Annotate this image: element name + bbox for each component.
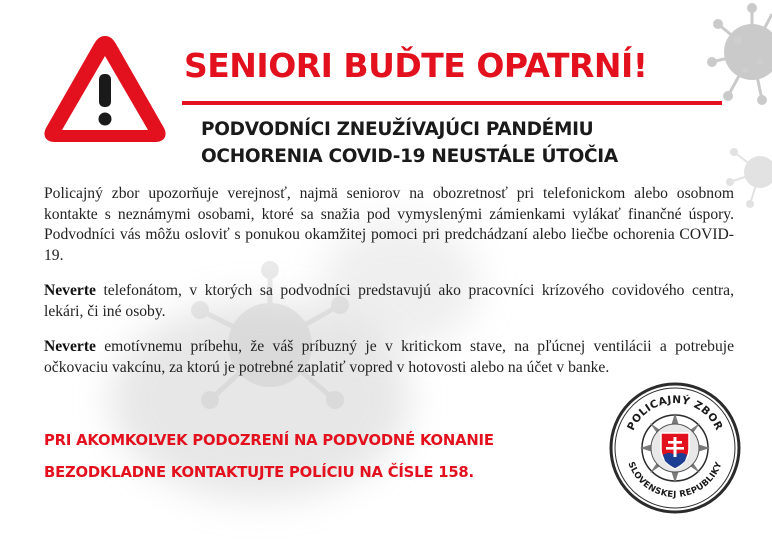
paragraph-3 <box>44 337 734 378</box>
police-seal-icon <box>608 381 742 515</box>
title-divider <box>182 101 722 105</box>
seal-bottom-text: SLOVENSKEJ REPUBLIKY <box>625 460 725 501</box>
subtitle-line-1: PODVODNÍCI ZNEUŽÍVAJÚCI PANDÉMIU <box>201 119 594 140</box>
paragraph-3-text: emotívnemu príbehu, že váš príbuzný je v kritickom stave, na pľúcnej ventilácii a potrebuje očkovaciu vakcínu, za ktorú je potrebné zaplatiť vopred v hotovosti alebo na účet v banke. <box>44 338 734 376</box>
subtitle <box>201 116 618 170</box>
emphasis: Neverte <box>44 338 96 355</box>
subtitle-line-2: OCHORENIA COVID-19 NEUSTÁLE ÚTOČIA <box>201 146 618 167</box>
paragraph-2 <box>44 281 734 322</box>
emphasis: Neverte <box>44 282 96 299</box>
body-text <box>44 184 734 393</box>
seal-top-text: POLICAJNÝ ZBOR <box>625 393 725 433</box>
alert-message <box>44 425 494 489</box>
page-title: SENIORI BUĎTE OPATRNÍ! <box>184 46 648 85</box>
paragraph-1: Policajný zbor upozorňuje verejnosť, najmä seniorov na obozretnosť pri telefonickom alebo osobnom kontakte s neznámymi osobami, ktoré sa snažia pod vymyslenými zámienkami vylákať finančné úspory. Podvodníci vás môžu osloviť s ponukou okamžitej pomoci pri predchádzaní alebo liečbe ochorenia COVID-19. <box>44 185 734 264</box>
alert-line-2: BEZODKLADNE KONTAKTUJTE POLÍCIU NA ČÍSLE 158. <box>44 464 474 481</box>
warning-triangle-icon <box>40 30 170 148</box>
paragraph-2-text: telefonátom, v ktorých sa podvodníci predstavujú ako pracovníci krízového covidového centra, lekári, či iné osoby. <box>44 282 734 320</box>
alert-line-1: PRI AKOMKOĽVEK PODOZRENÍ NA PODVODNÉ KONANIE <box>44 432 494 449</box>
